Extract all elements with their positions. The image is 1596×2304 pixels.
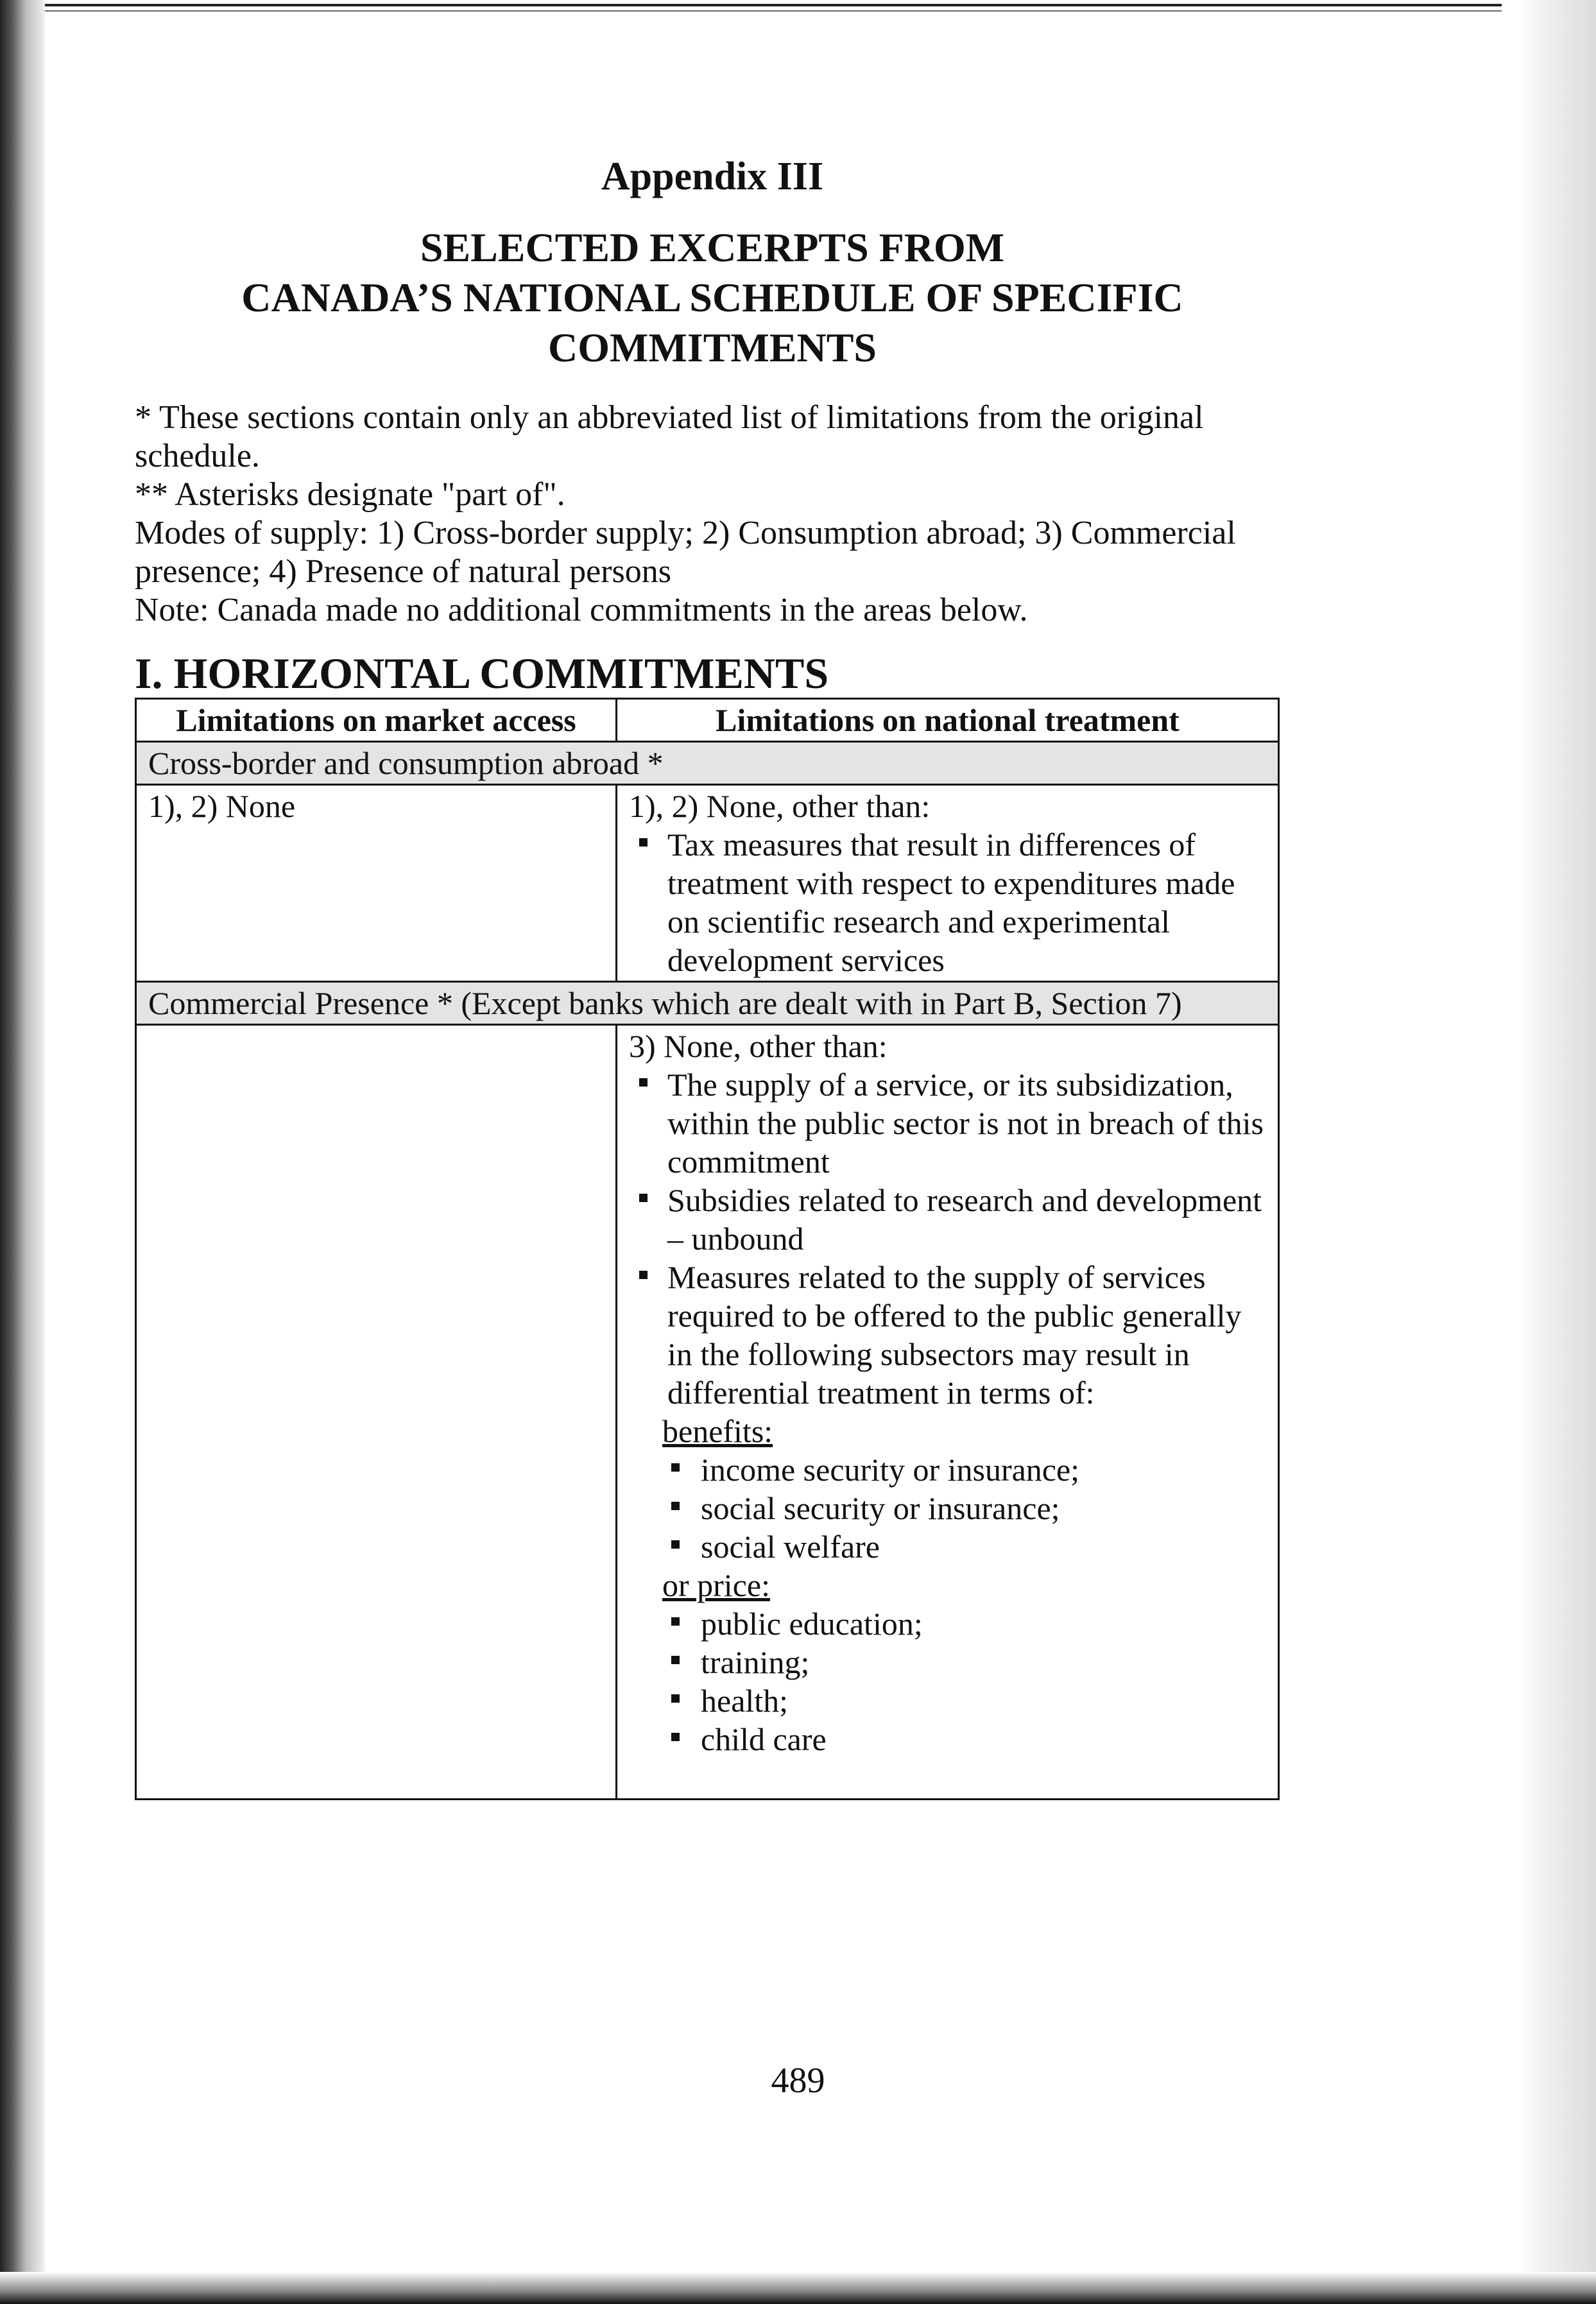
table-row bbox=[136, 1025, 1279, 1800]
scan-shadow-bottom bbox=[0, 2272, 1596, 2304]
appendix-label: Appendix III bbox=[601, 155, 824, 198]
benefits-list bbox=[629, 1450, 1266, 1566]
page-number: 489 bbox=[771, 2061, 825, 2101]
bullet-list bbox=[629, 1065, 1266, 1412]
title-line: SELECTED EXCERPTS FROM bbox=[420, 225, 1005, 270]
list-item: Subsidies related to research and development – unbound bbox=[667, 1181, 1266, 1258]
table-row bbox=[136, 785, 1279, 982]
column-header: Limitations on national treatment bbox=[617, 699, 1279, 742]
intro-note: ** Asterisks designate "part of". bbox=[135, 476, 565, 513]
market-access-cell bbox=[136, 1025, 617, 1800]
scan-rule-top bbox=[45, 4, 1502, 12]
list-item: Tax measures that result in differences of treatment with respect to expenditures made on scientific research and experimental development services bbox=[667, 825, 1266, 979]
table-band-row bbox=[136, 982, 1279, 1025]
list-item: training; bbox=[701, 1643, 1266, 1681]
document-title bbox=[135, 223, 1290, 373]
intro-notes bbox=[135, 399, 1290, 630]
band-label: Cross-border and consumption abroad * bbox=[136, 742, 1279, 785]
list-item: social security or insurance; bbox=[701, 1489, 1266, 1527]
list-item: income security or insurance; bbox=[701, 1450, 1266, 1489]
list-item: social welfare bbox=[701, 1527, 1266, 1566]
section-heading: I. HORIZONTAL COMMITMENTS bbox=[135, 649, 829, 698]
bullet-list bbox=[629, 825, 1266, 979]
band-label: Commercial Presence * (Except banks which are dealt with in Part B, Section 7) bbox=[136, 982, 1279, 1025]
scan-shadow-right bbox=[1519, 0, 1596, 2304]
list-item: public education; bbox=[701, 1604, 1266, 1643]
title-line: COMMITMENTS bbox=[548, 325, 877, 370]
document-page bbox=[135, 154, 1290, 1800]
national-treatment-cell bbox=[617, 1025, 1279, 1800]
title-line: CANADA’S NATIONAL SCHEDULE OF SPECIFIC bbox=[241, 275, 1183, 320]
list-item: The supply of a service, or its subsidization, within the public sector is not in breach of this commitment bbox=[667, 1065, 1266, 1181]
market-access-cell: 1), 2) None bbox=[136, 785, 617, 982]
modes-of-supply: Modes of supply: 1) Cross-border supply; 2) Consumption abroad; 3) Commercial presence; 4) Presence of natural persons bbox=[135, 515, 1236, 590]
national-treatment-lead: 1), 2) None, other than: bbox=[629, 788, 931, 824]
list-item: health; bbox=[701, 1681, 1266, 1720]
national-treatment-lead: 3) None, other than: bbox=[629, 1028, 888, 1064]
table-band-row bbox=[136, 742, 1279, 785]
price-label: or price: bbox=[662, 1567, 770, 1603]
list-item: Measures related to the supply of services required to be offered to the public generally in the following subsectors may result in differential treatment in terms of: bbox=[667, 1258, 1266, 1412]
table-header-row bbox=[136, 699, 1279, 742]
column-header: Limitations on market access bbox=[136, 699, 617, 742]
commitments-table bbox=[135, 698, 1280, 1800]
price-list bbox=[629, 1604, 1266, 1758]
intro-note: Note: Canada made no additional commitments in the areas below. bbox=[135, 592, 1028, 628]
benefits-label: benefits: bbox=[662, 1413, 773, 1449]
scan-shadow-left bbox=[0, 0, 45, 2304]
national-treatment-cell bbox=[617, 785, 1279, 982]
intro-note: * These sections contain only an abbreviated list of limitations from the original schedule. bbox=[135, 399, 1204, 474]
list-item: child care bbox=[701, 1720, 1266, 1758]
